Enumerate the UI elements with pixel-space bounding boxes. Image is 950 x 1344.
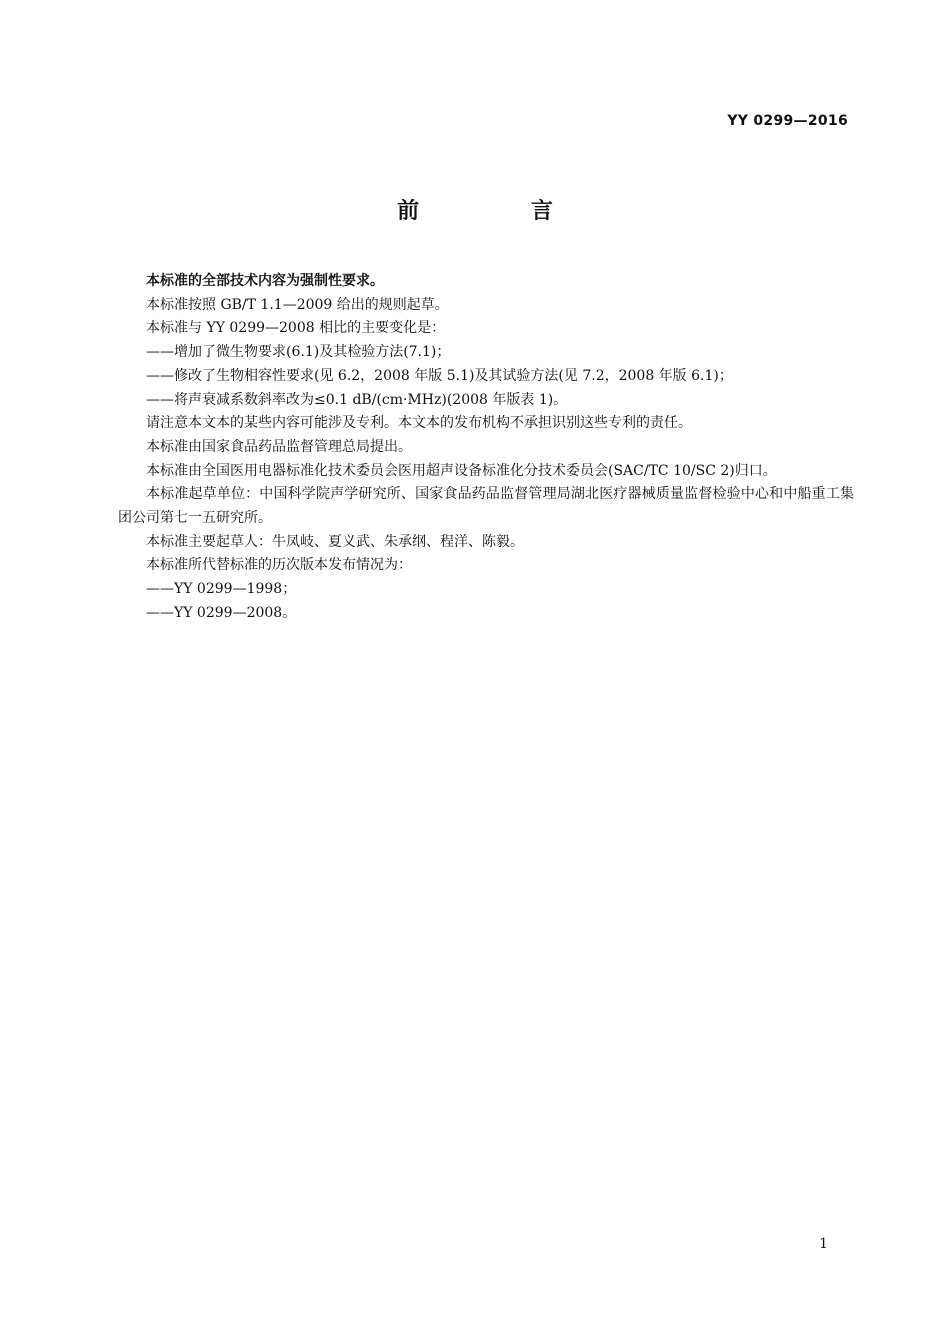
list-item-change-attenuation: ——将声衰减系数斜率改为≤0.1 dB/(cm·MHz)(2008 年版表 1)。 bbox=[146, 391, 568, 408]
page-title: 前 言 bbox=[397, 199, 605, 224]
list-item-version-1998: ——YY 0299—1998； bbox=[146, 581, 297, 598]
page-number: 1 bbox=[819, 1236, 828, 1252]
paragraph-under-jurisdiction: 本标准由全国医用电器标准化技术委员会医用超声设备标准化分技术委员会(SAC/TC 10/SC 2)归口。 bbox=[146, 462, 777, 479]
paragraph-drafters: 本标准主要起草人：牛凤岐、夏义武、朱承纲、程洋、陈毅。 bbox=[146, 533, 524, 550]
list-item-change-biocompatibility: ——修改了生物相容性要求(见 6.2，2008 年版 5.1)及其试验方法(见 7.2，2008 年版 6.1)； bbox=[146, 367, 733, 384]
paragraph-patent-notice: 请注意本文本的某些内容可能涉及专利。本文本的发布机构不承担识别这些专利的责任。 bbox=[146, 415, 692, 432]
paragraph-replaced-versions: 本标准所代替标准的历次版本发布情况为： bbox=[146, 557, 412, 574]
standard-code: YY 0299—2016 bbox=[727, 113, 848, 129]
paragraph-mandatory-statement: 本标准的全部技术内容为强制性要求。 bbox=[146, 273, 384, 289]
list-item-change-microbial: ——增加了微生物要求(6.1)及其检验方法(7.1)； bbox=[146, 344, 451, 361]
paragraph-drafting-units: 本标准起草单位：中国科学院声学研究所、国家食品药品监督管理局湖北医疗器械质量监督检验中心和中船重工集团公司第七一五研究所。 bbox=[118, 486, 854, 527]
paragraph-changes-intro: 本标准与 YY 0299—2008 相比的主要变化是： bbox=[146, 320, 446, 337]
paragraph-drafting-rules: 本标准按照 GB/T 1.1—2009 给出的规则起草。 bbox=[146, 296, 449, 313]
foreword-body bbox=[118, 270, 854, 626]
list-item-version-2008: ——YY 0299—2008。 bbox=[146, 604, 297, 621]
paragraph-proposed-by: 本标准由国家食品药品监督管理总局提出。 bbox=[146, 438, 412, 455]
